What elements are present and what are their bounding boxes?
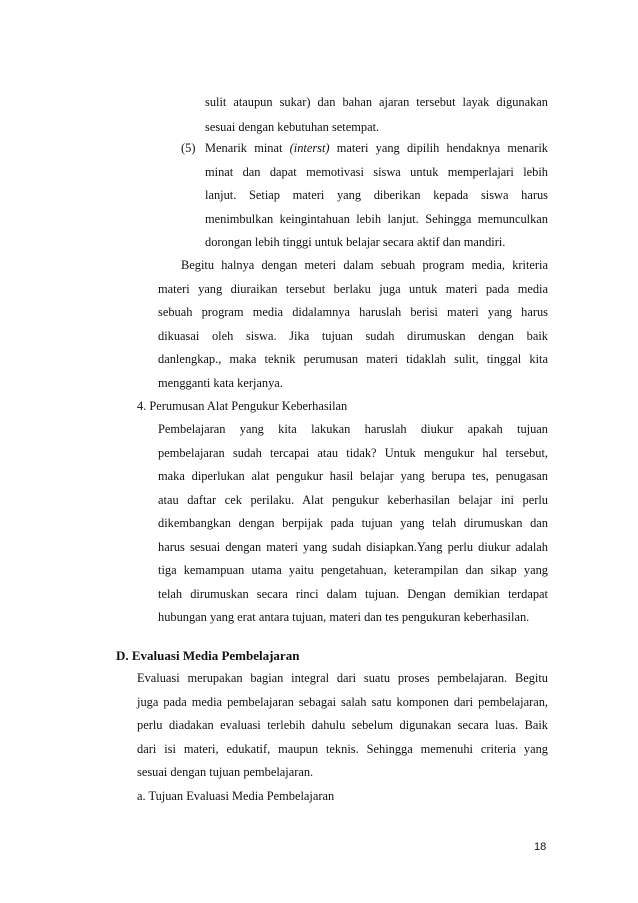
text-line: sulit ataupun sukar) dan bahan ajaran tersebut layak digunakan xyxy=(205,95,548,109)
text-line: sebuah program media didalamnya haruslah berisi materi yang harus xyxy=(158,305,548,319)
text-line: dari isi materi, edukatif, maupun teknis. Sehingga memenuhi criteria yang xyxy=(137,742,548,756)
text-line: dikuasai oleh siswa. Jika tujuan sudah dirumuskan dengan baik xyxy=(158,329,548,343)
text-line: menimbulkan keingintahuan lebih lanjut. Sehingga memunculkan xyxy=(205,212,548,226)
list-marker: (5) xyxy=(181,141,196,155)
text-line: sesuai dengan kebutuhan setempat. xyxy=(205,120,380,134)
text-line: hubungan yang erat antara tujuan, materi dan tes pengukuran keberhasilan. xyxy=(158,610,530,624)
text-line: telah dirumuskan secara rinci dalam tujuan. Dengan demikian terdapat xyxy=(158,587,548,601)
text-line: Pembelajaran yang kita lakukan haruslah diukur apakah tujuan xyxy=(158,422,548,436)
text-line: danlengkap., maka teknik perumusan materi tidaklah sulit, tinggal kita xyxy=(158,352,548,366)
subitem-heading: a. Tujuan Evaluasi Media Pembelajaran xyxy=(137,789,335,803)
text-line: dorongan lebih tinggi untuk belajar secara aktif dan mandiri. xyxy=(205,235,506,249)
text-line: tiga kemampuan utama yaitu pengetahuan, keterampilan dan sikap yang xyxy=(158,563,548,577)
text-line: sesuai dengan tujuan pembelajaran. xyxy=(137,765,314,779)
text-line: Begitu halnya dengan meteri dalam sebuah program media, kriteria xyxy=(181,258,548,272)
text-line: dikembangkan dengan berpijak pada tujuan yang telah dirumuskan dan xyxy=(158,516,548,530)
emphasis-text: (interst) xyxy=(289,141,330,155)
text-line: maka diperlukan alat pengukur hasil belajar yang berupa tes, penugasan xyxy=(158,469,548,483)
text-span: Menarik minat xyxy=(205,141,290,155)
text-line: atau daftar cek perilaku. Alat pengukur keberhasilan belajar ini perlu xyxy=(158,493,548,507)
text-line: materi yang diuraikan tersebut berlaku juga untuk materi pada media xyxy=(158,282,548,296)
text-line: pembelajaran sudah tercapai atau tidak? Untuk mengukur hal tersebut, xyxy=(158,446,548,460)
text-line: perlu diadakan evaluasi terlebih dahulu sebelum digunakan secara luas. Baik xyxy=(137,718,548,732)
text-line: juga pada media pembelajaran sebagai salah satu komponen dari pembelajaran, xyxy=(137,695,548,709)
page-number: 18 xyxy=(534,841,547,853)
text-line: lanjut. Setiap materi yang diberikan kepada siswa harus xyxy=(205,188,548,202)
section-heading: D. Evaluasi Media Pembelajaran xyxy=(116,648,300,663)
text-span: materi yang dipilih hendaknya menarik xyxy=(329,141,548,155)
text-line xyxy=(205,140,548,156)
text-line: minat dan dapat memotivasi siswa untuk memperlajari lebih xyxy=(205,165,548,179)
section-heading: 4. Perumusan Alat Pengukur Keberhasilan xyxy=(137,399,348,413)
text-line: Evaluasi merupakan bagian integral dari suatu proses pembelajaran. Begitu xyxy=(137,671,548,685)
text-line: harus sesuai dengan materi yang sudah disiapkan.Yang perlu diukur adalah xyxy=(158,540,548,554)
text-line: mengganti kata kerjanya. xyxy=(158,376,283,390)
